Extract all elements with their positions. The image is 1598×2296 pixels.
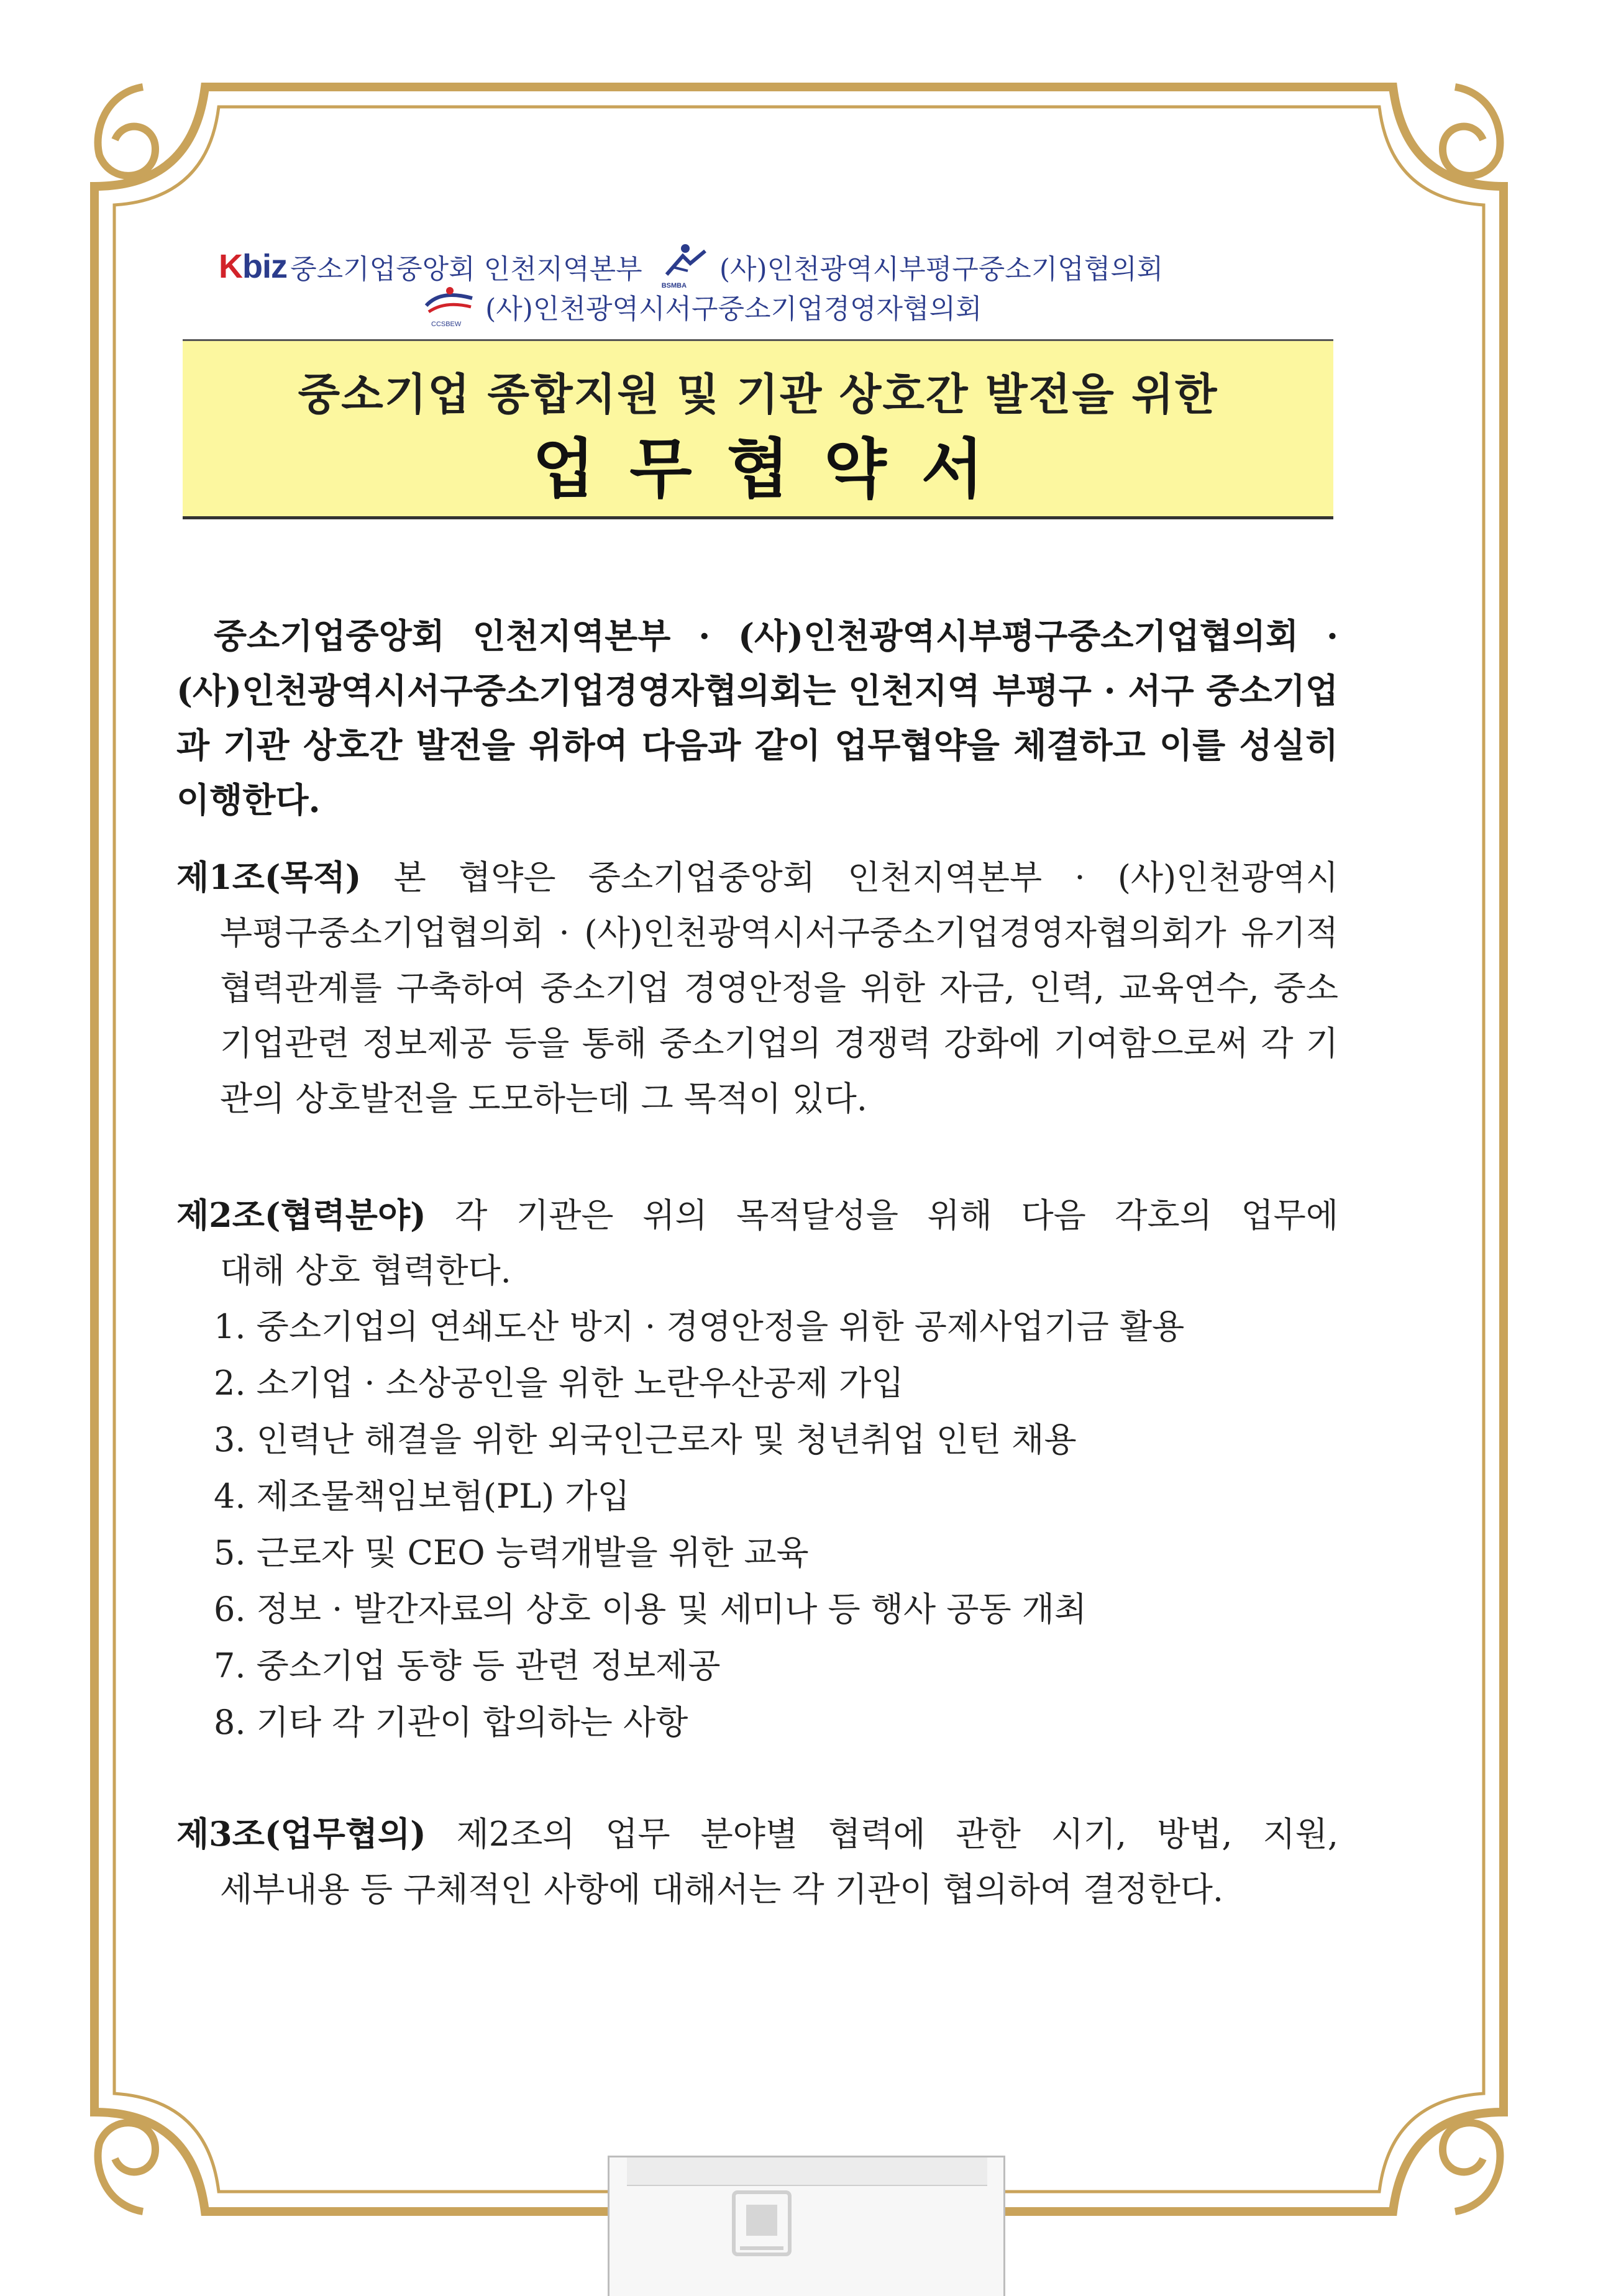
article-2-text-first: 각 기관은 위의 목적달성을 위해 다음 각호의 업무에 bbox=[455, 1196, 1338, 1235]
article-3-text-first: 제2조의 업무 분야별 협력에 관한 시기, 방법, 지원, bbox=[456, 1815, 1338, 1854]
list-item: 8. 기타 각 기관이 합의하는 사항 bbox=[214, 1703, 688, 1742]
ccsbew-logo bbox=[422, 285, 476, 328]
document-title: 업무협약서 bbox=[532, 431, 1019, 507]
ccsbew-wave-icon bbox=[422, 285, 476, 318]
kbiz-logo-k: K bbox=[219, 248, 242, 285]
folder-pocket bbox=[608, 2156, 1005, 2296]
article-3-heading: 제3조(업무협의) bbox=[176, 1814, 426, 1854]
article-1-text-first: 본 협약은 중소기업중앙회 인천지역본부 · (사)인천광역시 bbox=[393, 858, 1338, 897]
article-3 bbox=[176, 1806, 1338, 1917]
list-item: 5. 근로자 및 CEO 능력개발을 위한 교육 bbox=[214, 1533, 809, 1572]
list-item: 3. 인력난 해결을 위한 외국인근로자 및 청년취업 인턴 채용 bbox=[214, 1420, 1077, 1459]
bsmba-logo bbox=[660, 242, 710, 291]
article-2-heading: 제2조(협력분야) bbox=[176, 1195, 426, 1235]
article-1-body: 부평구중소기업협의회 · (사)인천광역시서구중소기업경영자협의회가 유기적 협력관계를 구축하여 중소기업 경영안정을 위한 자금, 인력, 교육연수, 중소기업관련 정보제공 등을 통해 중소기업의 경쟁력 강화에 기여함으로써 각 기관의 상호발전을 도모하는데 그 목적이 있다. bbox=[220, 913, 1338, 1118]
article-2-first-line bbox=[176, 1188, 1338, 1243]
pocket-slot bbox=[627, 2157, 987, 2186]
article-1-first-line bbox=[176, 850, 1338, 905]
org-kbiz-incheon: 중소기업중앙회 인천지역본부 bbox=[290, 253, 642, 285]
org-seo-gu: (사)인천광역시서구중소기업경영자협의회 bbox=[485, 293, 982, 325]
list-item: 7. 중소기업 동향 등 관련 정보제공 bbox=[214, 1646, 721, 1685]
emblem-watermark-icon bbox=[728, 2180, 796, 2261]
article-3-body: 세부내용 등 구체적인 사항에 대해서는 각 기관이 협의하여 결정한다. bbox=[220, 1870, 1224, 1909]
logo-row-2 bbox=[422, 285, 982, 334]
org-bupyeong: (사)인천광역시부평구중소기업협의회 bbox=[719, 253, 1164, 285]
article-1 bbox=[176, 850, 1338, 1126]
list-item: 4. 제조물책임보험(PL) 가입 bbox=[214, 1477, 630, 1516]
list-item: 1. 중소기업의 연쇄도산 방지 · 경영안정을 위한 공제사업기금 활용 bbox=[214, 1307, 1185, 1346]
article-2 bbox=[176, 1188, 1338, 1751]
cooperation-list bbox=[176, 1298, 1338, 1751]
bsmba-logo-text: BSMBA bbox=[661, 282, 687, 289]
article-3-first-line bbox=[176, 1806, 1338, 1862]
article-2-body: 대해 상호 협력한다. bbox=[220, 1251, 511, 1290]
kbiz-logo-text: biz bbox=[242, 248, 287, 285]
intro-paragraph: 중소기업중앙회 인천지역본부 · (사)인천광역시부평구중소기업협의회 · (사)인천광역시서구중소기업경영자협의회는 인천지역 부평구 · 서구 중소기업과 기관 상호간 발전을 위하여 다음과 같이 업무협약을 체결하고 이를 성실히 이행한다. bbox=[176, 616, 1338, 820]
kbiz-logo bbox=[219, 248, 287, 285]
document-subtitle: 중소기업 종합지원 및 기관 상호간 발전을 위한 bbox=[298, 369, 1218, 420]
title-banner bbox=[183, 339, 1333, 519]
article-1-heading: 제1조(목적) bbox=[176, 857, 362, 897]
list-item: 6. 정보 · 발간자료의 상호 이용 및 세미나 등 행사 공동 개최 bbox=[214, 1590, 1087, 1629]
bsmba-emblem-icon bbox=[660, 242, 710, 280]
ccsbew-logo-text: CCSBEW bbox=[431, 321, 462, 328]
list-item: 2. 소기업 · 소상공인을 위한 노란우산공제 가입 bbox=[214, 1364, 904, 1403]
